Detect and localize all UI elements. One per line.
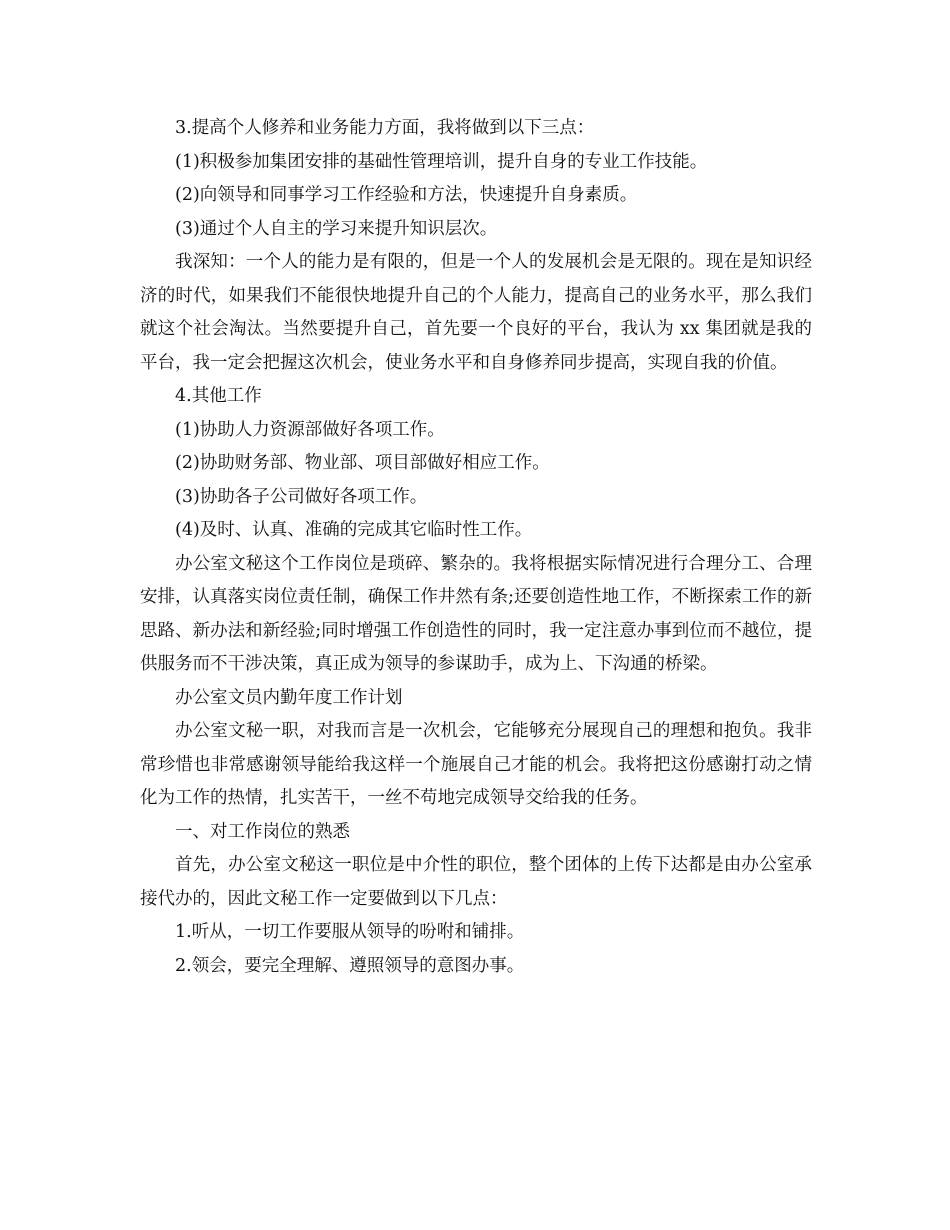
paragraph: (4)及时、认真、准确的完成其它临时性工作。 bbox=[175, 520, 533, 540]
paragraph: 2.领会，要完全理解、遵照领导的意图办事。 bbox=[175, 955, 525, 976]
section-heading: 办公室文员内勤年度工作计划 bbox=[175, 687, 403, 708]
document-body bbox=[140, 112, 812, 983]
paragraph: (3)协助各子公司做好各项工作。 bbox=[175, 486, 428, 507]
paragraph: 3.提高个人修养和业务能力方面，我将做到以下三点： bbox=[175, 118, 595, 138]
paragraph: 4.其他工作 bbox=[175, 386, 262, 406]
paragraph: (1)协助人力资源部做好各项工作。 bbox=[175, 419, 445, 440]
paragraph: 1.听从，一切工作要服从领导的吩咐和铺排。 bbox=[175, 922, 525, 942]
paragraph: 首先，办公室文秘这一职位是中介性的职位，整个团体的上传下达都是由办公室承接代办的，因此文秘工作一定要做到以下几点： bbox=[140, 855, 812, 909]
paragraph: 办公室文秘这个工作岗位是琐碎、繁杂的。我将根据实际情况进行合理分工、合理安排，认真落实岗位责任制，确保工作井然有条;还要创造性地工作，不断探索工作的新思路、新办法和新经验;同时增强工作创造性的同时，我一定注意办事到位而不越位，提供服务而不干涉决策，真正成为领导的参谋助手，成为上、下沟通的桥梁。 bbox=[140, 553, 812, 674]
paragraph: (2)协助财务部、物业部、项目部做好相应工作。 bbox=[175, 453, 550, 473]
paragraph: 我深知：一个人的能力是有限的，但是一个人的发展机会是无限的。现在是知识经济的时代，如果我们不能很快地提升自己的个人能力，提高自己的业务水平，那么我们就这个社会淘汰。当然要提升自己，首先要一个良好的平台，我认为 xx 集团就是我的平台，我一定会把握这次机会，使业务水平和自身修养同步提高，实现自我的价值。 bbox=[140, 252, 812, 373]
section-heading: 一、对工作岗位的熟悉 bbox=[175, 821, 350, 842]
paragraph: (3)通过个人自主的学习来提升知识层次。 bbox=[175, 218, 498, 239]
paragraph: 办公室文秘一职，对我而言是一次机会，它能够充分展现自己的理想和抱负。我非常珍惜也非常感谢领导能给我这样一个施展自己才能的机会。我将把这份感谢打动之情化为工作的热情，扎实苦干，一丝不苟地完成领导交给我的任务。 bbox=[140, 721, 812, 808]
paragraph: (1)积极参加集团安排的基础性管理培训，提升自身的专业工作技能。 bbox=[175, 151, 708, 172]
paragraph: (2)向领导和同事学习工作经验和方法，快速提升自身素质。 bbox=[175, 185, 638, 205]
